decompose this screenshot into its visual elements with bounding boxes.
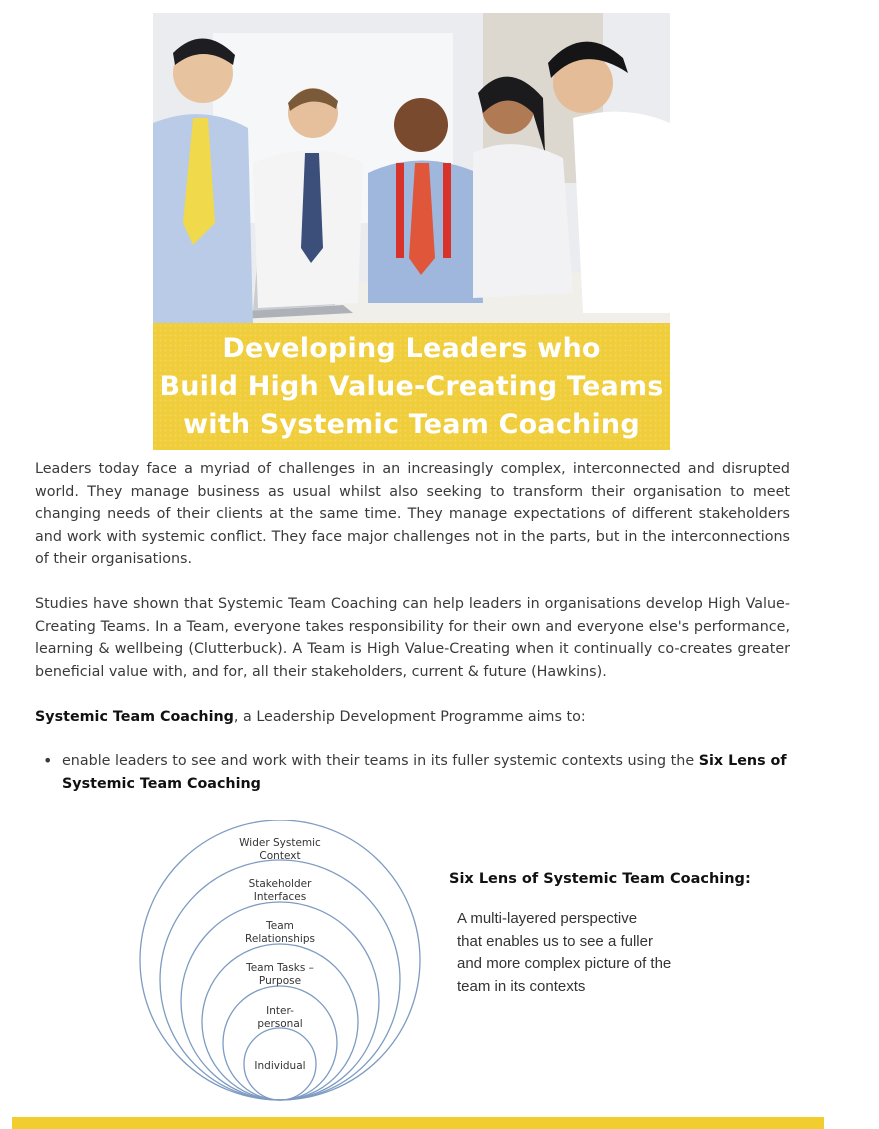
banner-title-line-2: Build High Value-Creating Teams [159, 370, 664, 402]
team-meeting-photo [153, 13, 670, 323]
lens-circle-interpersonal [223, 986, 337, 1100]
lens-label-team-tasks: Team Tasks – [246, 962, 314, 974]
lens-description-line: team in its contexts [457, 977, 586, 995]
bullet-text [62, 750, 795, 795]
list-item [35, 750, 795, 795]
bullet-text-plain: enable leaders to see and work with their teams in its fuller systemic contexts using the [62, 753, 699, 769]
lens-label-purpose: Purpose [258, 975, 302, 987]
bullet-text-bold: Six Lens of Systemic Team Coaching [62, 753, 787, 792]
six-lens-diagram [135, 820, 425, 1105]
lens-label-inter: Inter- [266, 1005, 294, 1017]
lens-description-line: A multi-layered perspective [457, 910, 638, 927]
lens-label-relationships: Relationships [245, 933, 315, 945]
intro-paragraph: Leaders today face a myriad of challenges in an increasingly complex, interconnected and disrupted world. They manage business as usual whilst also seeking to transform their organisation to meet changing needs of their clients at the same time. They manage expectations of different stakeholders and work with systemic conflict. They face major challenges not in the parts, but in the interconnections of their organisations. [35, 461, 790, 567]
lens-description-line: and more complex picture of the [457, 955, 672, 972]
banner-title-line-3: with Systemic Team Coaching [183, 408, 640, 440]
aims-text: , a Leadership Development Programme aims to: [233, 709, 586, 725]
lens-label-wider-systemic: Wider Systemic [239, 837, 321, 849]
banner-title-line-1: Developing Leaders who [222, 332, 601, 364]
lens-description [457, 908, 717, 998]
programme-aims [35, 706, 790, 729]
footer-bar [12, 1117, 824, 1129]
lens-label-context: Context [259, 850, 301, 862]
title-banner [153, 323, 670, 450]
lens-label-team: Team [266, 920, 294, 932]
lens-title: Six Lens of Systemic Team Coaching: [449, 871, 751, 887]
studies-paragraph: Studies have shown that Systemic Team Coaching can help leaders in organisations develop High Value-Creating Teams. In a Team, everyone takes responsibility for their own and everyone else's performance, learning & wellbeing (Clutterbuck). A Team is High Value-Creating when it continually co-creates greater beneficial value with, and for, all their stakeholders, current & future (Hawkins). [35, 596, 790, 680]
programme-name: Systemic Team Coaching [35, 709, 234, 725]
lens-circle-wider-systemic-context [140, 820, 420, 1100]
lens-description-line: that enables us to see a fuller [457, 932, 653, 950]
lens-label-stakeholder: Stakeholder [248, 878, 312, 890]
bullet-icon: • [43, 751, 53, 770]
lens-label-interfaces: Interfaces [253, 891, 307, 903]
lens-label-personal: personal [257, 1018, 303, 1030]
lens-label-individual: Individual [254, 1060, 306, 1072]
